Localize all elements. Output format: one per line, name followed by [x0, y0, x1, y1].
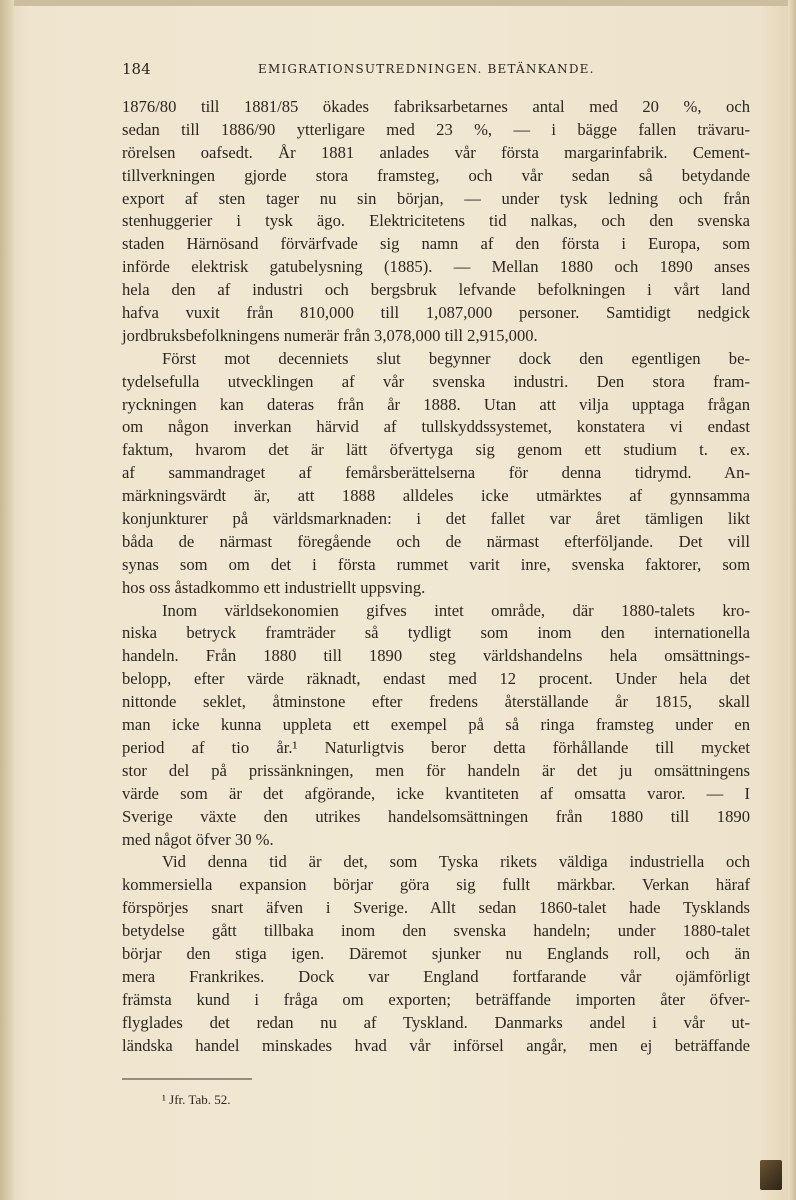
text-line: tillverkningen gjorde stora framsteg, och vår sedan så betydande — [122, 165, 750, 185]
top-edge — [0, 0, 796, 6]
footnote-rule — [122, 1078, 252, 1080]
running-title: EMIGRATIONSUTREDNINGEN. BETÄNKANDE. — [258, 62, 595, 76]
text-line: af sammandraget af femårsberättelserna för denna tidrymd. An- — [122, 463, 750, 483]
footnote — [162, 1092, 230, 1108]
page-right-edge — [788, 0, 796, 1200]
text-line: belopp, efter värde räknadt, endast med 12 procent. Under hela det — [122, 669, 750, 689]
text-line: 1876/80 till 1881/85 ökades fabriksarbetarnes antal med 20 %, och — [122, 97, 750, 116]
text-line: flyglades det redan nu af Tyskland. Danmarks andel i vår ut- — [122, 1012, 750, 1032]
text-line: Först mot decenniets slut begynner dock den egentligen be- — [162, 348, 750, 368]
text-line: man icke kunna uppleta ett exempel på så ringa framsteg under en — [122, 715, 750, 735]
text-line: betydelse gått tillbaka inom den svenska handeln; under 1880-talet — [122, 921, 750, 941]
text-line: Inom världsekonomien gifves intet område, där 1880-talets kro- — [162, 600, 750, 620]
text-line: faktum, hvarom det är lätt öfvertyga sig genom ett studium t. ex. — [122, 440, 750, 460]
text-line: Vid denna tid är det, som Tyska rikets väldiga industriella och — [162, 852, 750, 872]
text-line: niska betryck framträder så tydligt som inom den internationella — [122, 623, 750, 643]
body-text — [122, 96, 750, 1057]
text-line: ländska handel minskades hvad vår införsel angår, men ej beträffande — [122, 1035, 750, 1055]
text-line: börjar den stiga igen. Däremot sjunker nu Englands roll, och än — [122, 943, 750, 963]
text-line: stenhuggerier i tysk ägo. Elektricitetens tid nalkas, och den svenska — [122, 211, 750, 231]
binding-edge — [0, 0, 14, 1200]
text-line: hela den af industri och bergsbruk lefvande befolkningen i vårt land — [122, 280, 750, 300]
text-line: med något öfver 30 %. — [122, 829, 274, 849]
text-line: stor del på prissänkningen, men för handeln är det ju omsättningens — [122, 760, 750, 780]
text-line: hafva vuxit från 810,000 till 1,087,000 personer. Samtidigt nedgick — [122, 303, 750, 323]
text-line: mera Frankrikes. Dock var England fortfarande vår ojämförligt — [122, 966, 750, 986]
text-line: hos oss åstadkommo ett industriellt uppsving. — [122, 577, 426, 597]
text-line: export af sten tager nu sin början, — under tysk ledning och från — [122, 188, 750, 208]
text-line: förspörjes snart äfven i Sverige. Allt sedan 1860-talet hade Tysklands — [122, 898, 750, 918]
text-line: nittonde seklet, åtminstone efter fredens återställande år 1815, skall — [122, 692, 750, 712]
text-line: båda de närmast föregående och de närmast efterföljande. Det vill — [122, 531, 750, 551]
text-line: handeln. Från 1880 till 1890 steg världshandelns hela omsättnings- — [122, 646, 750, 666]
text-line: konjunkturer på världsmarknaden: i det fallet var året tämligen likt — [122, 509, 750, 529]
text-line: främsta kund i fråga om exporten; beträffande importen åter öfver- — [122, 989, 750, 1009]
running-header — [122, 60, 642, 82]
footnote-marker: ¹ — [162, 1092, 166, 1107]
text-line: tydelsefulla utvecklingen af vår svenska industri. Den stora fram- — [122, 371, 750, 391]
text-line: värde som är det afgörande, icke kvantiteten af omsatta varor. — I — [122, 783, 750, 803]
text-line: synas som om det i första rummet varit inre, svenska faktorer, som — [122, 554, 750, 574]
footnote-text: Jfr. Tab. 52. — [169, 1092, 231, 1107]
text-line: Sverige växte den utrikes handelsomsättningen från 1880 till 1890 — [122, 806, 750, 826]
text-line: införde elektrisk gatubelysning (1885). — Mellan 1880 och 1890 anses — [122, 257, 750, 277]
text-line: staden Härnösand förvärfvade sig namn af den första i Europa, som — [122, 234, 750, 254]
text-line: ryckningen kan dateras från år 1888. Utan att vilja upptaga frågan — [122, 394, 750, 414]
text-line: om någon inverkan härvid af tullskyddssystemet, konstatera vi endast — [122, 417, 750, 437]
page-corner-tab — [760, 1160, 782, 1190]
text-line: jordbruksbefolkningens numerär från 3,078,000 till 2,915,000. — [122, 325, 538, 345]
page-number: 184 — [122, 60, 151, 78]
text-line: rörelsen oafsedt. År 1881 anlades vår första margarinfabrik. Cement- — [122, 142, 750, 162]
text-line: kommersiella expansion börjar göra sig fullt märkbar. Verkan häraf — [122, 875, 750, 895]
text-line: märkningsvärdt är, att 1888 alldeles icke utmärktes af gynnsamma — [122, 486, 750, 506]
text-line: sedan till 1886/90 ytterligare med 23 %, — i bägge fallen trävaru- — [122, 119, 750, 139]
text-line: period af tio år.¹ Naturligtvis beror detta förhållande till mycket — [122, 737, 750, 757]
